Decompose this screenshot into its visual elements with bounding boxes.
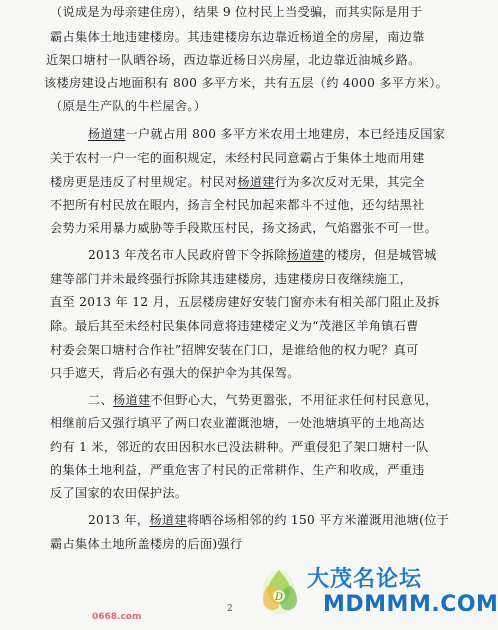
- text-segment: 村委会架口塘村合作社”招牌安装在门口，是谁给他的权力呢？真可: [50, 343, 419, 357]
- text-segment: 约有 1 米，邻近的农田因积水已没法耕种。严重侵犯了架口塘村一队: [50, 440, 429, 454]
- document-line: [50, 271, 412, 287]
- document-line: [50, 342, 419, 358]
- document-line: [50, 415, 425, 431]
- text-segment: 会势力采用暴力威胁等手段欺压村民，扬文扬武，气焰嚣张不可一世。: [50, 221, 438, 235]
- document-line: [50, 536, 242, 552]
- document-line: [50, 439, 429, 455]
- text-segment: 2013 年，: [88, 513, 150, 527]
- document-line: [88, 512, 449, 528]
- forum-watermark-logo: [255, 556, 498, 630]
- underlined-name: 杨道建: [286, 248, 325, 262]
- text-segment: 直至 2013 年 12 月，五层楼房建好安装门窗亦未有相关部门阻止及拆: [50, 295, 440, 309]
- document-line: [50, 174, 425, 190]
- text-segment: 楼房更是违反了村里规定。村民对: [50, 175, 238, 189]
- text-segment: 一户就占用 800 多平方米农用土地建房，本已经违反国家: [125, 127, 446, 141]
- page-number: 2: [227, 604, 233, 614]
- flower-logo-icon: [255, 556, 303, 626]
- underlined-name: 杨道建: [149, 513, 187, 527]
- document-line: [50, 150, 425, 166]
- document-line: [46, 52, 421, 68]
- text-segment: （说成是为母亲建住房），结果 9 位村民上当受骗，而其实际是用于: [50, 5, 423, 19]
- text-segment: 不但野心大，气势更嚣张，不用征求任何村民意见，: [150, 393, 438, 407]
- document-line: [50, 98, 206, 114]
- document-line: [50, 220, 437, 236]
- text-segment: 该楼房建设占地面积有 800 多平方米，共有五层（约 4000 多平方米）。: [44, 76, 449, 90]
- underlined-name: 杨道建: [112, 393, 151, 407]
- document-line: [88, 247, 437, 263]
- document-line: [88, 126, 445, 142]
- text-segment: 将晒谷场相邻的约 150 平方米灌溉用池塘(位于: [186, 513, 450, 527]
- text-segment: 的集体土地利益，严重危害了村民的正常耕作、生产和收成，严重违: [50, 463, 425, 477]
- text-segment: 二、: [88, 393, 113, 407]
- text-segment: 行为多次反对无果，其完全: [274, 175, 425, 189]
- text-segment: 只手遮天，背后必有强大的保护伞为其保驾。: [50, 366, 300, 380]
- underlined-name: 杨道建: [237, 175, 275, 189]
- text-segment: 相继前后又强行填平了两口农业灌溉池塘，一处池塘填平的土地高达: [50, 416, 425, 430]
- text-segment: 霸占集体土地所盖楼房的后面)强行: [50, 537, 243, 551]
- document-line: [88, 392, 438, 408]
- document-line: [44, 75, 448, 91]
- text-segment: 不把所有村民放在眼内，扬言全村民加起来都斗不过他，还勾结黑社: [50, 198, 425, 212]
- document-line: [50, 462, 425, 478]
- svg-text:D: D: [275, 592, 284, 603]
- document-line: [50, 294, 440, 310]
- text-segment: 近架口塘村一队晒谷场，西边靠近杨日兴房屋，北边靠近油城乡路。: [46, 53, 421, 67]
- logo-title: 大茂名论坛: [307, 567, 423, 592]
- logo-domain: MDMMM.COM: [323, 592, 498, 617]
- text-segment: （原是生产队的牛栏屋舍。）: [50, 99, 207, 113]
- text-segment: 2013 年茂名市人民政府曾下令拆除: [88, 248, 287, 262]
- text-segment: 反了国家的农田保护法。: [50, 486, 188, 500]
- text-segment: 除。最后其至未经村民集体同意将违建楼定义为“茂港区羊角镇石曹: [50, 319, 419, 333]
- text-segment: 霸占集体土地违建楼房。其违建楼房东边靠近杨道全的房屋，南边靠: [50, 30, 425, 44]
- underlined-name: 杨道建: [88, 127, 126, 141]
- text-segment: 的楼房，但是城管城: [324, 248, 437, 262]
- watermark-text: 0668.com: [92, 612, 142, 622]
- document-line: [50, 365, 300, 381]
- document-line: [50, 29, 425, 45]
- document-line: [50, 318, 419, 334]
- document-line: [50, 4, 422, 20]
- document-line: [50, 485, 187, 501]
- document-line: [50, 197, 425, 213]
- text-segment: 建等部门并未最终强行拆除其违建楼房，违建楼房日夜继续施工，: [50, 272, 413, 286]
- text-segment: 关于农村一户一宅的面积规定，未经村民同意霸占于集体土地而用建: [50, 151, 425, 165]
